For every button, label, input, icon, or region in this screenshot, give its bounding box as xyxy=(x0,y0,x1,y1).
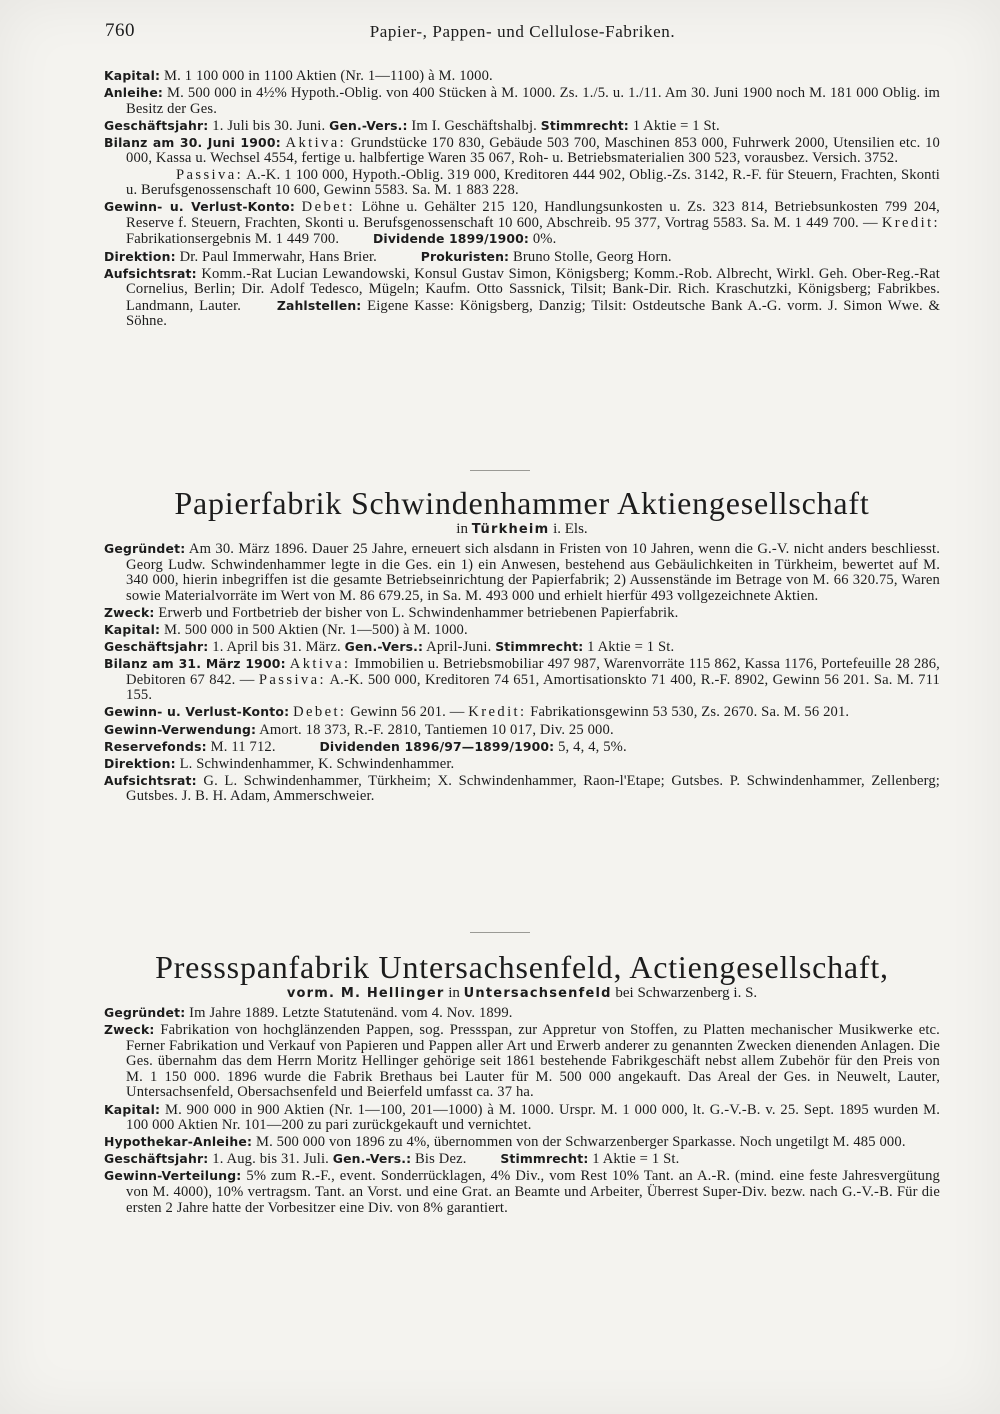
bilanz-entry: Bilanz am 30. Juni 1900: Aktiva: Grundstücke 170 830, Gebäude 503 700, Maschinen 853 000, Fuhrwerk 2000, Utensilien etc. 10 000, Kassa u. Wechsel 4554, fertige u. halbfertige Waren 35 067, Roh- u. Betriebsmaterialien 300 523, vorausbez. Versich. 3752. xyxy=(104,134,940,167)
guv-entry: Gewinn- u. Verlust-Konto: Debet: Löhne u. Gehälter 215 120, Handlungsunkosten u. Zs. 323 814, Betriebsunkosten 799 204, Reserve f. Steuern, Frachten, Skonti u. Berufsgenossenschaft 10 600, Abschreib. 95 377, Vortrag 5583. Sa. M. 1 449 700. — Kredit: Fabrikationsergebnis M. 1 449 700. Dividende 1899/1900: 0%. xyxy=(104,199,940,248)
aufsichtsrat-entry: Aufsichtsrat: G. L. Schwindenhammer, Türkheim; X. Schwindenhammer, Raon-l'Etape; Gutsbes. P. Schwindenhammer, Zellenberg; Gutsbes. J. B. H. Adam, Ammerschweier. xyxy=(104,772,940,805)
bilanz-passiva-entry: Passiva: A.-K. 1 100 000, Hypoth.-Oblig. 319 000, Kreditoren 444 902, Oblig.-Zs. 3142, R.-F. für Steuern, Frachten, Skonti u. Berufsgenossenschaft 10 600, Gewinn 5583. Sa. M. 1 883 228. xyxy=(126,166,940,199)
section-divider xyxy=(470,470,530,471)
company-title: Papierfabrik Schwindenhammer Aktiengesellschaft xyxy=(174,485,870,521)
company-location: in Türkheim i. Els. xyxy=(456,521,588,537)
company-entry-continued xyxy=(104,68,940,331)
gewinn-verteilung-entry: Gewinn-Verteilung: 5% zum R.-F., event. Sonderrücklagen, 4% Div., vom Rest 10% Tant. an A.-R. (mind. eine feste Jahresvergütung von M. 4000), 10% vertragsm. Tant. an Vorst. und eine Grat. an Beamte und Arbeiter, Überrest Super-Div. bezw. nach G.-V.-B. Für die ersten 2 Jahre hatte der Vorbesitzer eine Div. von 8% garantiert. xyxy=(104,1168,940,1216)
company-entry-schwindenhammer xyxy=(104,486,940,806)
kapital-entry: Kapital: M. 900 000 in 900 Aktien (Nr. 1—100, 201—1000) à M. 1000. Urspr. M. 1 000 000, lt. G.-V.-B. v. 25. Sept. 1895 wurden M. 100 000 Aktien Nr. 101—200 zu pari zurückgekauft und vernichtet. xyxy=(104,1101,940,1134)
kapital-entry: Kapital: M. 1 100 000 in 1100 Aktien (Nr. 1—1100) à M. 1000. xyxy=(104,68,493,84)
company-location: vorm. M. Hellinger in Untersachsenfeld bei Schwarzenberg i. S. xyxy=(286,985,758,1001)
reservefonds-entry: Reservefonds: M. 11 712. Dividenden 1896/97—1899/1900: 5, 4, 4, 5%. xyxy=(104,738,627,755)
aufsichtsrat-entry: Aufsichtsrat: Komm.-Rat Lucian Lewandowski, Konsul Gustav Simon, Königsberg; Komm.-Rob. Albrecht, Wirkl. Geh. Ober-Reg.-Rat Cornelius, Berlin; Dir. Adolf Tedesco, Mügeln; Kaufm. Otto Sassnick, Tilsit; Bank-Dir. Rich. Kraschutzki, Königsberg; Fabrikbes. Landmann, Lauter. Zahlstellen: Eigene Kasse: Königsberg, Danzig; Tilsit: Ostdeutsche Bank A.-G. vorm. J. Simon Wwe. & Söhne. xyxy=(104,265,940,330)
running-header xyxy=(105,20,940,46)
bilanz-entry: Bilanz am 31. März 1900: Aktiva: Immobilien u. Betriebsmobiliar 497 987, Warenvorräte 115 862, Kassa 1176, Portefeuille 28 286, Debitoren 67 842. — Passiva: A.-K. 500 000, Kreditoren 74 651, Amortisationskto 71 400, R.-F. 8902, Gewinn 56 201. Sa. M. 711 155. xyxy=(104,656,940,704)
page-number: 760 xyxy=(105,20,135,41)
geschaeftsjahr-entry: Geschäftsjahr: 1. Juli bis 30. Juni. Gen.-Vers.: Im I. Geschäftshalbj. Stimmrecht: 1 Aktie = 1 St. xyxy=(104,117,720,134)
running-title: Papier-, Pappen- und Cellulose-Fabriken. xyxy=(369,22,676,41)
zweck-entry: Zweck: Erwerb und Fortbetrieb der bisher von L. Schwindenhammer betriebenen Papierfabrik. xyxy=(104,604,679,621)
kapital-entry: Kapital: M. 500 000 in 500 Aktien (Nr. 1—500) à M. 1000. xyxy=(104,621,468,638)
zweck-entry: Zweck: Fabrikation von hochglänzenden Pappen, sog. Pressspan, zur Appretur von Stoffen, zu Platten mechanischer Musikwerke etc. Ferner Fabrikation und Verkauf von Papieren und Pappen aller Art und Erwerb anderer zu genannten Zwecken dienenden Anlagen. Die Ges. übernahm das dem Herrn Moritz Hellinger gehörige seit 1861 bestehende Fabrikgeschäft nebst allem Zubehör für den Preis von M. 1 150 000. 1896 wurde die Fabrik Brethaus bei Lauter für M. 500 000 angekauft. Das Areal der Ges. in Neuwelt, Lauter, Untersachsenfeld, Obersachsenfeld und Beierfeld umfasst ca. 37 ha. xyxy=(104,1022,940,1101)
gewinn-verwendung-entry: Gewinn-Verwendung: Amort. 18 373, R.-F. 2810, Tantiemen 10 017, Div. 25 000. xyxy=(104,721,614,738)
geschaeftsjahr-entry: Geschäftsjahr: 1. April bis 31. März. Gen.-Vers.: April-Juni. Stimmrecht: 1 Aktie = 1 St. xyxy=(104,639,675,656)
direktion-entry: Direktion: Dr. Paul Immerwahr, Hans Brier. Prokuristen: Bruno Stolle, Georg Horn. xyxy=(104,248,672,265)
geschaeftsjahr-entry: Geschäftsjahr: 1. Aug. bis 31. Juli. Gen.-Vers.: Bis Dez. Stimmrecht: 1 Aktie = 1 St. xyxy=(104,1151,680,1168)
section-divider xyxy=(470,932,530,933)
anleihe-entry: Anleihe: M. 500 000 in 4½% Hypoth.-Oblig. von 400 Stücken à M. 1000. Zs. 1./5. u. 1./11. Am 30. Juni 1900 noch M. 181 000 Oblig. im Besitz der Ges. xyxy=(104,85,940,117)
company-entry-untersachsenfeld xyxy=(104,950,940,1217)
guv-entry: Gewinn- u. Verlust-Konto: Debet: Gewinn 56 201. — Kredit: Fabrikationsgewinn 53 530, Zs. 2670. Sa. M. 56 201. xyxy=(104,704,850,721)
direktion-entry: Direktion: L. Schwindenhammer, K. Schwindenhammer. xyxy=(104,755,455,772)
gegruendet-entry: Gegründet: Am 30. März 1896. Dauer 25 Jahre, erneuert sich alsdann in Fristen von 10 Jahren, wenn die G.-V. nicht anders beschliesst. Georg Ludw. Schwindenhammer legte in die Ges. ein 1) ein Anwesen, bestehend aus Gebäulichkeiten in Türkheim, bewertet auf M. 340 000, hierin inbegriffen ist die gesamte Betriebseinrichtung der Papierfabrik; 2) Aussenstände im Betrage von M. 66 320.75, Waren sowie Materialvorräte im Wert von M. 86 679.25, in Sa. M. 493 000 und erhielt hierfür 493 vollgezeichnete Aktien. xyxy=(104,541,940,604)
hypothekar-anleihe-entry: Hypothekar-Anleihe: M. 500 000 von 1896 zu 4%, übernommen von der Schwarzenberger Sparkasse. Noch ungetilgt M. 485 000. xyxy=(104,1134,906,1151)
gegruendet-entry: Gegründet: Im Jahre 1889. Letzte Statutenänd. vom 4. Nov. 1899. xyxy=(104,1005,513,1021)
company-title: Pressspanfabrik Untersachsenfeld, Actiengesellschaft, xyxy=(155,949,889,985)
